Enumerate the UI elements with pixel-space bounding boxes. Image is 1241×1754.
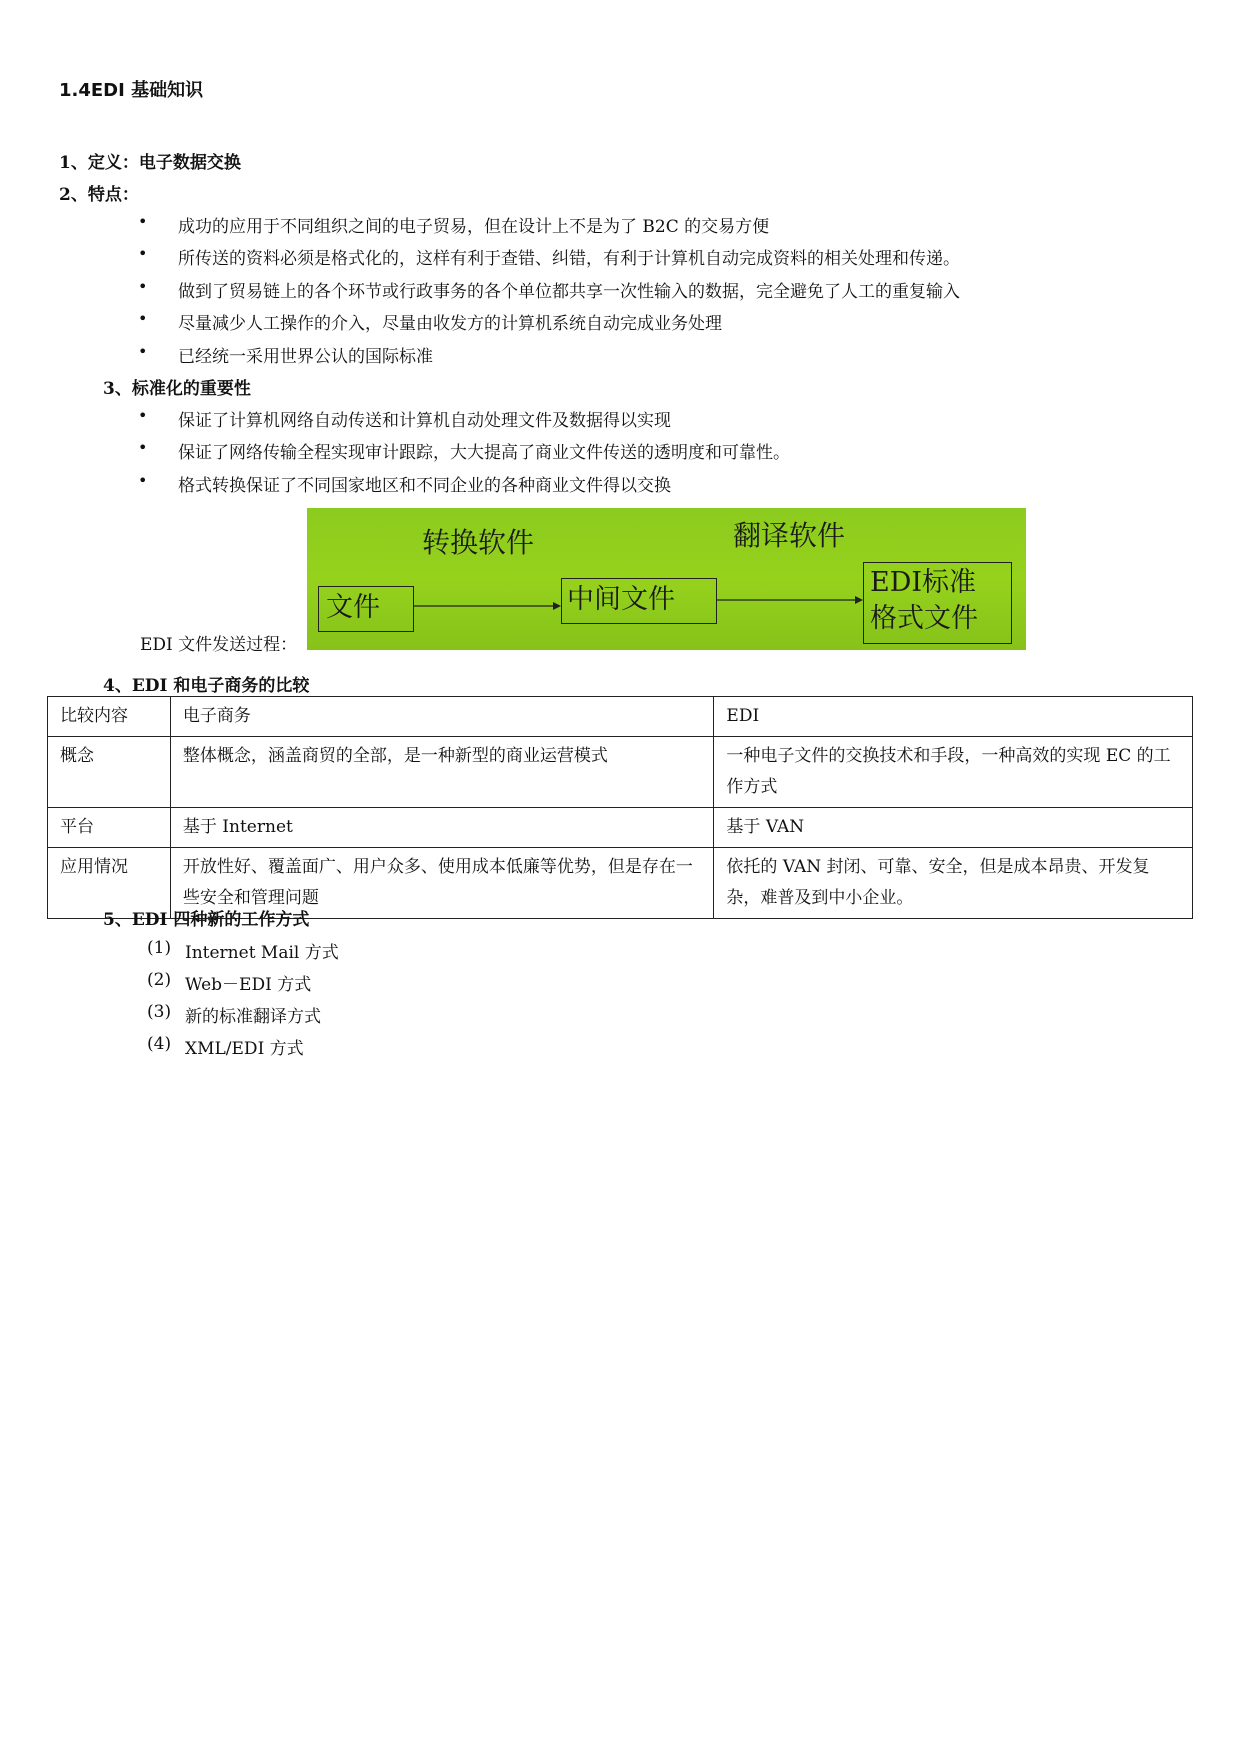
- feature-text: 做到了贸易链上的各个环节或行政事务的各个单位都共享一次性输入的数据，完全避免了人工的重复输入: [178, 282, 960, 302]
- list-item: [138, 212, 147, 232]
- way-text: Web－EDI 方式: [185, 975, 312, 995]
- table-cell: 基于 VAN: [714, 808, 1193, 848]
- features-heading: 2、特点：: [59, 185, 139, 205]
- list-item: [138, 438, 147, 458]
- page-title: 1.4EDI 基础知识: [59, 80, 204, 101]
- bullet-icon: •: [138, 277, 148, 296]
- table-cell: 整体概念，涵盖商贸的全部，是一种新型的商业运营模式: [170, 737, 714, 808]
- bullet-icon: •: [138, 471, 148, 490]
- feature-text: 已经统一采用世界公认的国际标准: [178, 347, 433, 367]
- standard-text: 保证了计算机网络自动传送和计算机自动处理文件及数据得以实现: [178, 411, 671, 431]
- edi-process-diagram: [307, 508, 1026, 650]
- diagram-arrows: [307, 508, 1026, 650]
- table-cell: 应用情况: [48, 848, 171, 919]
- standard-text: 格式转换保证了不同国家地区和不同企业的各种商业文件得以交换: [178, 476, 671, 496]
- bullet-icon: •: [138, 212, 148, 231]
- table-cell: 基于 Internet: [170, 808, 714, 848]
- bullet-icon: •: [138, 342, 148, 361]
- table-cell: 概念: [48, 737, 171, 808]
- table-header-cell: 比较内容: [48, 697, 171, 737]
- feature-text: 成功的应用于不同组织之间的电子贸易，但在设计上不是为了 B2C 的交易方便: [178, 217, 770, 237]
- standard-heading: 3、标准化的重要性: [103, 379, 251, 399]
- edi-format-box-line1: EDI标准: [870, 567, 977, 598]
- way-text: Internet Mail 方式: [185, 943, 339, 963]
- file-box-label: 文件: [326, 592, 380, 623]
- feature-text: 尽量减少人工操作的介入，尽量由收发方的计算机系统自动完成业务处理: [178, 314, 722, 334]
- ways-heading: 5、EDI 四种新的工作方式: [103, 910, 310, 930]
- edi-format-box-line2: 格式文件: [870, 603, 978, 634]
- table-header-row: [48, 697, 1193, 737]
- bullet-icon: •: [138, 438, 148, 457]
- list-item: [138, 277, 147, 297]
- table-row: [48, 808, 1193, 848]
- list-item: [138, 406, 147, 426]
- list-item: [138, 342, 147, 362]
- way-number: (2): [147, 970, 172, 990]
- bullet-icon: •: [138, 244, 148, 263]
- table-cell: 依托的 VAN 封闭、可靠、安全，但是成本昂贵、开发复杂，难普及到中小企业。: [714, 848, 1193, 919]
- table-cell: 平台: [48, 808, 171, 848]
- bullet-icon: •: [138, 309, 148, 328]
- list-item: [138, 244, 147, 264]
- table-row: [48, 737, 1193, 808]
- feature-text: 所传送的资料必须是格式化的，这样有利于查错、纠错，有利于计算机自动完成资料的相关处理和传递。: [178, 249, 960, 269]
- list-item: [138, 471, 147, 491]
- process-label: EDI 文件发送过程：: [140, 635, 298, 655]
- way-text: XML/EDI 方式: [185, 1039, 304, 1059]
- definition-heading: 1、定义：电子数据交换: [59, 153, 241, 173]
- arrow-right-icon: [855, 596, 863, 604]
- table-cell: 一种电子文件的交换技术和手段，一种高效的实现 EC 的工作方式: [714, 737, 1193, 808]
- way-number: (4): [147, 1034, 172, 1054]
- table-header-cell: 电子商务: [170, 697, 714, 737]
- comparison-table: [47, 696, 1193, 919]
- table-cell: 开放性好、覆盖面广、用户众多、使用成本低廉等优势，但是存在一些安全和管理问题: [170, 848, 714, 919]
- arrow-right-icon: [553, 602, 561, 610]
- convert-software-label: 转换软件: [422, 526, 535, 559]
- list-item: [138, 309, 147, 329]
- compare-heading: 4、EDI 和电子商务的比较: [103, 676, 310, 696]
- middle-file-box-label: 中间文件: [567, 584, 675, 615]
- bullet-icon: •: [138, 406, 148, 425]
- way-text: 新的标准翻译方式: [185, 1007, 321, 1027]
- way-number: (1): [147, 938, 172, 958]
- way-number: (3): [147, 1002, 172, 1022]
- table-header-cell: EDI: [714, 697, 1193, 737]
- standard-text: 保证了网络传输全程实现审计跟踪，大大提高了商业文件传送的透明度和可靠性。: [178, 443, 790, 463]
- translate-software-label: 翻译软件: [733, 519, 846, 552]
